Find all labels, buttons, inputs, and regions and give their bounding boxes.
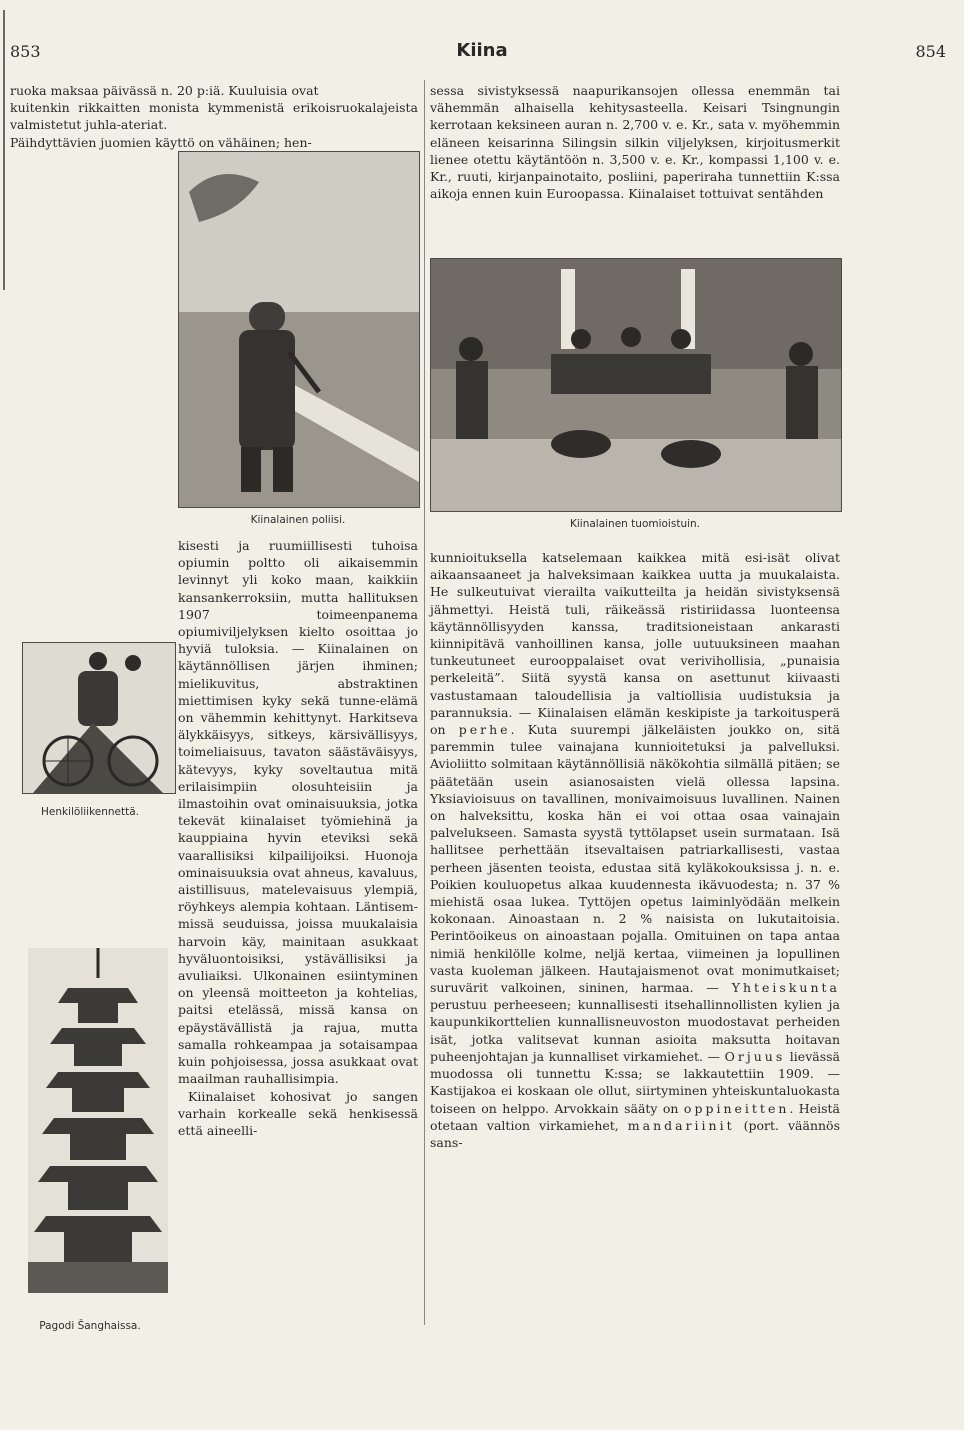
emphasis-word: Yhteiskunta — [731, 980, 840, 996]
right-column-body — [430, 549, 840, 1151]
text-run: perustuu perheeseen; kunnallisesti itsehallinnollisten kylien ja kaupunkikorttelien kunnallisneuvoston muodostavat perheiden isät, jotka valitsevat kunnan asioita maksutta hoitavan puheenjohtajan ja kunnalliset virkamiehet. — — [430, 997, 840, 1064]
text-run: . Kuta suurempi jälkeläisten joukko on, sitä paremmin tulee vainajana kunnioitetuksi ja palvelluksi. Avioliitto solmitaan käytännöllisiä näkökohtia silmällä pitäen; se päätetään usein asianosaisten vielä ollessa lapsina. Yksiavioisuus on tavallinen, monivaimoisuus luvallinen. Nainen on halveksittu, koska hän ei voi ottaa osaa vainajain palvelukseen. Samasta syystä tyttölapset usein surmataan. Isä hallitsee perhettään itsevaltaisen patriarkallisesti, vastaa perheen jäsenten teoista, edustaa sitä kyläkokouksissa j. n. e. Poikien kouluopetus alkaa kuudennesta ikävuodesta; n. 37 % miehistä osaa lukea. Tyttöjen opetus laiminlyödään melkein kokonaan. Ainoastaan n. 2 % naisista on lukutaitoisia. Perintöoikeus on ainoastaan pojalla. Omituinen on tapa antaa nimiä henkilölle kolme, neljä kertaa, viimeinen ja lopullinen vasta kuoleman jälkeen. Hautajaismenot ovat monimutkaiset; suruvärit valkoinen, sininen, harmaa. — — [430, 722, 840, 996]
text-line: Päihdyttävien juomien käyttö on vähäinen; hen- — [10, 134, 312, 150]
text-line: kuitenkin rikkaitten monista kymmenistä erikoisruokalajeista valmistetut juhla-ateriat. — [10, 100, 418, 133]
paragraph — [430, 549, 840, 1151]
courtroom-photo-caption: Kiinalainen tuomioistuin. — [569, 518, 701, 530]
emphasis-word: oppineitten — [683, 1100, 790, 1116]
emphasis-word: Orjuus — [724, 1048, 786, 1064]
police-photo-icon — [179, 152, 419, 507]
column-divider — [424, 80, 425, 1325]
page-title: Kiina — [456, 40, 508, 61]
left-column-intro — [10, 82, 418, 151]
text-line: ruoka maksaa päivässä n. 20 p:iä. Kuuluisia ovat — [10, 83, 319, 98]
text-run: lievässä muodossa oli tunnettu K:ssa; se lakkautettiin 1909. — Kastijakoa ei koskaan ole ollut, siirtyminen yhteiskuntaluokasta toiseen on helppo. Arvokkain sääty on — [430, 1048, 840, 1116]
rickshaw-photo-icon — [23, 643, 175, 793]
traffic-photo — [22, 642, 176, 794]
paragraph: kisesti ja ruumiillisesti tuhoisa opiumin poltto oli aikaisemmin levinnyt yli koko maan, kaikkiin kansankerroksiin, mutta hallituksen 1907 toimeenpanema opiumiviljelyksen kielto osoittaa jo hyviä tuloksia. — Kiinalainen on käytännöllisen järjen ihminen; mielikuvitus, abstraktinen miettimisen kyky sekä tunne-elämä on vähemmin kehittynyt. Harkitseva älykkäisyys, sitkeys, kärsivällisyys, toimeliaisuus, tavaton säästäväisyys, kätevyys, kyky soveltautua mitä erilaisimpiin olosuhteisiin ja ilmastoihin ovat ominaisuuksia, jotka tekevät kiinalaiset työmiehinä ja kauppiaina hyvin eteviksi sekä vaarallisiksi kilpailijoiksi. Huonoja ominaisuuksia ovat ahneus, kavaluus, aistillisuus, matelevaisuus ylempiä, röyhkeys alempia kohtaan. Läntisemmissä seuduissa, joissa muukalaisia harvoin käy, mainitaan asukkaat hyväluontoisiksi, ystävällisiksi ja avuliaiksi. Ulkonainen esiintyminen on yleensä moitteeton ja kohtelias, paitsi etelässä, missä kansa on epäystävällistä ja rajua, mutta samalla rohkeampaa ja sotaisampaa kuin pohjoisessa, jossa asukkaat ovat maailman rauhallisimpia. — [178, 538, 418, 1087]
text-run: . Heistä otetaan valtion virkamiehet, — [430, 1100, 840, 1133]
police-photo-caption: Kiinalainen poliisi. — [250, 514, 346, 526]
page-number-right: 854 — [915, 42, 946, 61]
text-run: kunnioituksella katselemaan kaikkea mitä esi-isät olivat aikaansaaneet ja halveksimaan kaikkea uutta ja muukalaista. He sulkeutuivat vierailta vaikutteilta ja heidän sivistyksensä jähmettyi. Heistä tuli, räikeässä ristiriidassa luonteensa käytännöllisyyden kanssa, traditsioneistaan ankarasti kiinnipitävä vanhoillinen kansa, jolle uutuuksineen maahan tunkeutuneet eurooppalaiset ovat verivihollisia, „punaisia perkeleitä”. Siitä syystä kansa on asettunut kiivaasti vastustamaan taloudellisia ja valtiollisia uudistuksia ja parannuksia. — [430, 550, 840, 720]
right-column-intro — [430, 82, 840, 202]
text-run: (port. väännös sans- — [430, 1117, 840, 1150]
pagoda-photo-icon — [28, 948, 168, 1293]
emphasis-word: perhe — [458, 722, 511, 738]
paragraph: Kiinalaiset kohosivat jo sangen varhain korkealle sekä henkisessä että aineelli- — [178, 1088, 418, 1138]
traffic-photo-caption: Henkilöliikennettä. — [40, 806, 140, 818]
emphasis-word: mandariinit — [627, 1117, 735, 1133]
courtroom-photo — [430, 258, 842, 512]
page-number-left: 853 — [10, 42, 41, 61]
pagoda-photo — [28, 948, 168, 1293]
paragraph: sessa sivistyksessä naapurikansojen ollessa enemmän tai vähemmän alhaisella kehitysasteella. Keisari Tsingnungin kerrotaan keksineen auran n. 2,700 v. e. Kr., sata v. myöhemmin eläneen keisarinna Silingsin silkin viljelyksen, kirjoitusmerkit lienee otettu käytäntöön n. 3,500 v. e. Kr., kompassi 1,100 v. e. Kr., ruuti, kirjanpainotaito, posliini, paperiraha tunnettiin K:ssa aikoja ennen kuin Euroopassa. Kiinalaiset tottuivat sentähden — [430, 83, 840, 202]
pagoda-photo-caption: Pagodi Šanghaissa. — [39, 1320, 141, 1332]
courtroom-photo-icon — [431, 259, 841, 511]
text-run: — Kiinalaisen elämän keskipiste ja tarkoitusperä on — [430, 704, 840, 738]
police-photo — [178, 151, 420, 508]
